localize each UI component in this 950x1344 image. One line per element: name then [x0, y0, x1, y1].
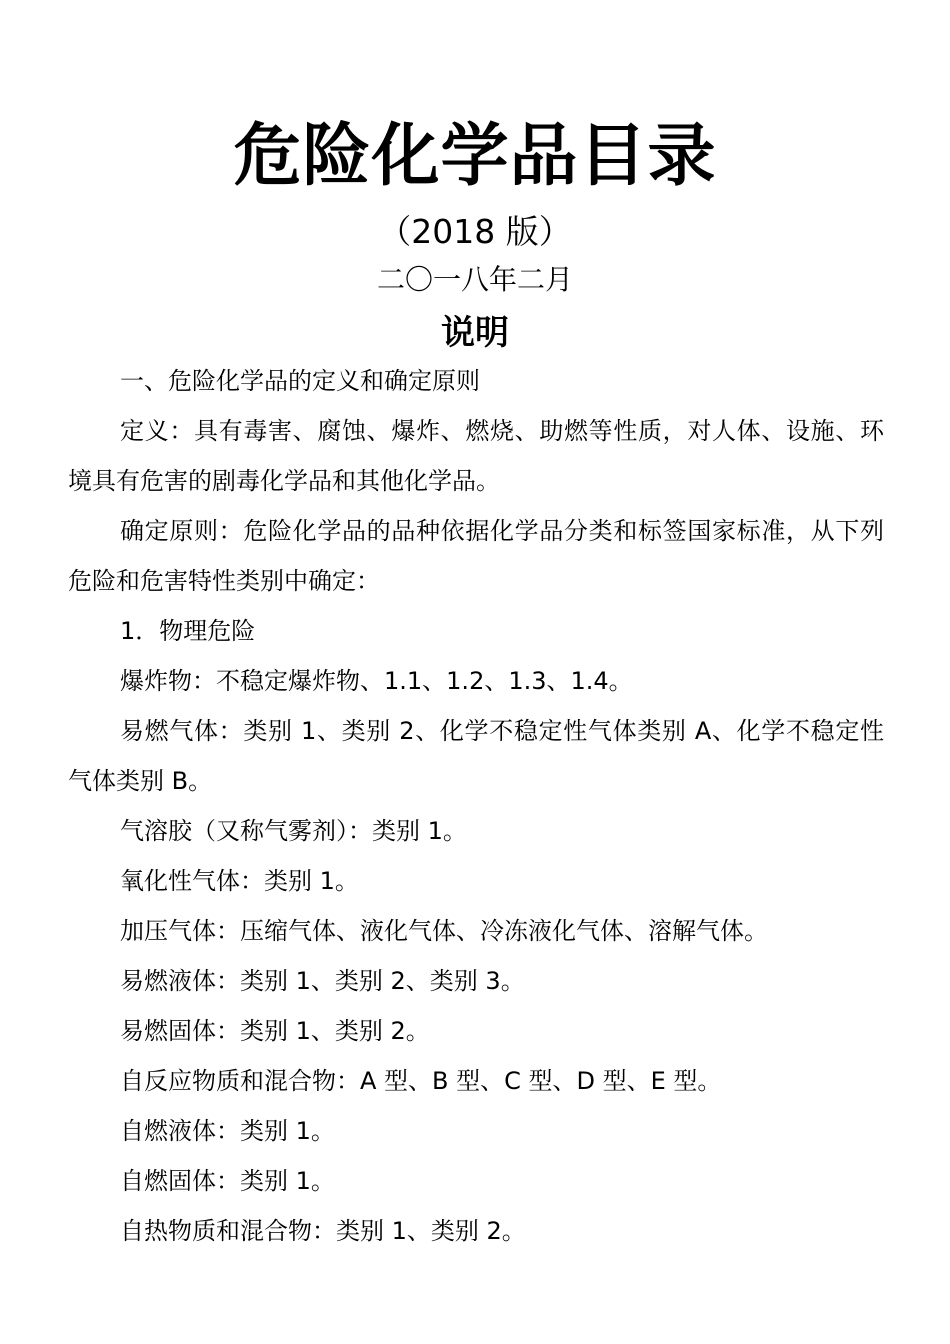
- paragraph: 自燃固体：类别 1。: [120, 1167, 335, 1195]
- paragraph: 加压气体：压缩气体、液化气体、冷冻液化气体、溶解气体。: [120, 917, 768, 945]
- paragraph: 1．物理危险: [120, 617, 256, 645]
- paragraph: 易燃气体：类别 1、类别 2、化学不稳定性气体类别 A、化学不稳定性气体类别 B。: [68, 717, 884, 795]
- edition-label: （2018 版）: [378, 212, 572, 251]
- document-title: 危险化学品目录: [233, 117, 717, 196]
- paragraph: 一、危险化学品的定义和确定原则: [120, 367, 480, 395]
- paragraph: 自热物质和混合物：类别 1、类别 2。: [120, 1217, 526, 1245]
- paragraph: 自燃液体：类别 1。: [120, 1117, 335, 1145]
- document-body: [68, 356, 884, 1256]
- paragraph: 气溶胶（又称气雾剂）：类别 1。: [120, 817, 467, 845]
- paragraph: 爆炸物：不稳定爆炸物、1.1、1.2、1.3、1.4。: [120, 667, 633, 695]
- publication-date: 二〇一八年二月: [376, 263, 573, 296]
- paragraph: 自反应物质和混合物：A 型、B 型、C 型、D 型、E 型。: [120, 1067, 722, 1095]
- paragraph: 易燃液体：类别 1、类别 2、类别 3。: [120, 967, 525, 995]
- paragraph: 易燃固体：类别 1、类别 2。: [120, 1017, 430, 1045]
- paragraph: 确定原则：危险化学品的品种依据化学品分类和标签国家标准，从下列危险和危害特性类别中确定：: [68, 517, 884, 595]
- section-heading: 说明: [441, 313, 509, 353]
- paragraph: 定义：具有毒害、腐蚀、爆炸、燃烧、助燃等性质，对人体、设施、环境具有危害的剧毒化学品和其他化学品。: [68, 417, 884, 495]
- paragraph: 氧化性气体：类别 1。: [120, 867, 359, 895]
